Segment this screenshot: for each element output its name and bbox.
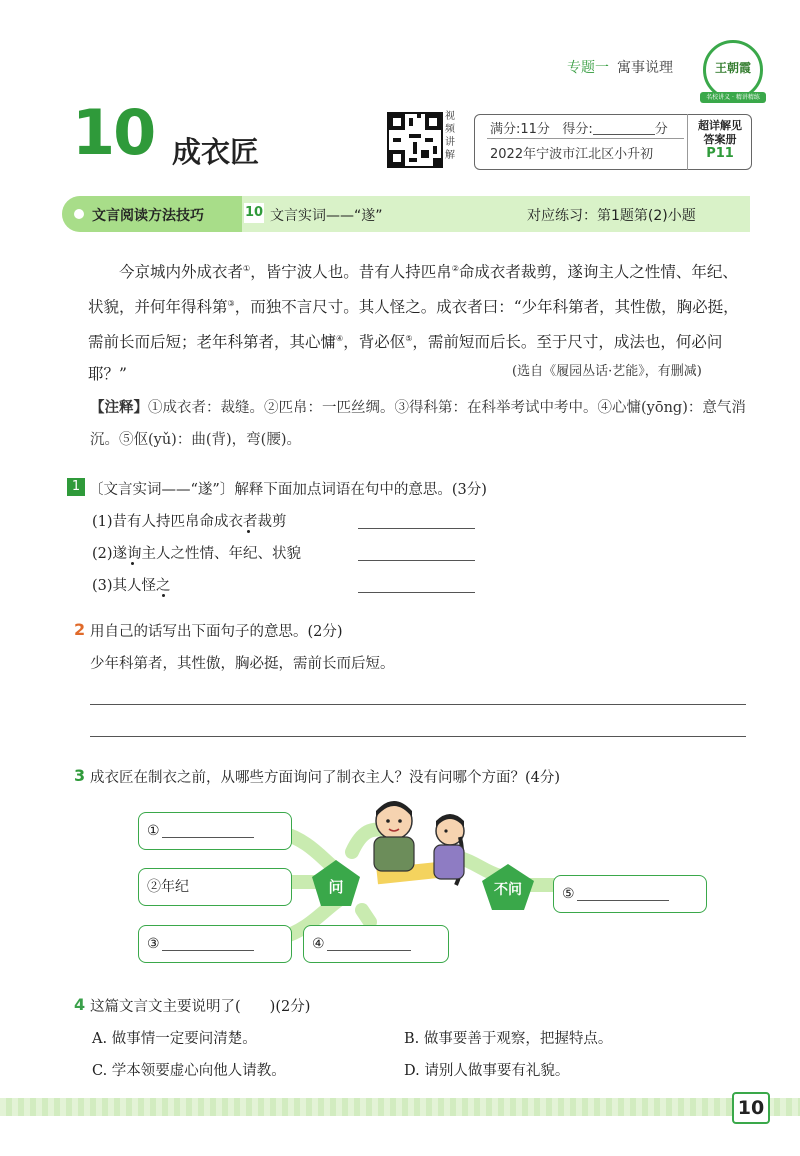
qr-label: 视频讲解 xyxy=(445,111,455,161)
q2-answer-line-1[interactable] xyxy=(90,704,746,705)
notes-text: ①成衣者：裁缝。②匹帛：一匹丝绸。③得科第：在科举考试中考中。④心慵(yōng)：意气消沉。⑤伛(yǔ)：曲(背)，弯(腰)。 xyxy=(90,400,746,448)
box-5-blank[interactable] xyxy=(577,886,669,901)
tailor-illustration xyxy=(352,793,477,893)
q3-text: 成衣匠在制衣之前，从哪些方面询问了制衣主人？没有问哪个方面？(4分) xyxy=(90,770,561,786)
q1-item-2: (2)遂询主人之性情、年纪、状貌 xyxy=(92,546,302,562)
score-unit: 分 xyxy=(654,122,668,137)
option-a[interactable]: A. 做事情一定要问清楚。 xyxy=(92,1031,257,1047)
q2-sentence: 少年科第者，其性傲，胸必挺，需前长而后短。 xyxy=(90,656,395,672)
q2-number: 2 xyxy=(74,620,86,639)
box-4-label: ④ xyxy=(312,936,325,952)
box-1-blank[interactable] xyxy=(162,823,254,838)
q1-item-1: (1)昔有人持匹帛命成衣者裁剪 xyxy=(92,514,287,530)
lesson-number: 10 xyxy=(72,96,155,169)
q1-number: 1 xyxy=(67,478,85,496)
answer-ref xyxy=(692,119,748,161)
q3-number: 3 xyxy=(74,766,86,785)
ask-label: 问 xyxy=(328,878,344,896)
topic-header xyxy=(567,57,673,77)
box-5-label: ⑤ xyxy=(562,886,575,902)
qr-code-icon[interactable] xyxy=(387,112,443,168)
box-3-label: ③ xyxy=(147,936,160,952)
bullet-icon xyxy=(74,209,84,219)
not-ask-label: 不问 xyxy=(494,882,522,898)
box-4-blank[interactable] xyxy=(327,936,411,951)
score-blank[interactable] xyxy=(593,122,655,135)
box-1-label: ① xyxy=(147,823,160,839)
exam-source: 2022年宁波市江北区小升初 xyxy=(490,147,654,162)
answer-box-4[interactable] xyxy=(303,925,449,963)
q2-answer-line-2[interactable] xyxy=(90,736,746,737)
q2-text: 用自己的话写出下面句子的意思。(2分) xyxy=(90,624,343,640)
full-score: 满分:11分 xyxy=(490,122,550,137)
topic-name: 寓事说理 xyxy=(617,60,673,76)
q1-item-3: (3)其人怪之 xyxy=(92,578,171,594)
score-label: 得分: xyxy=(562,122,593,137)
annotations xyxy=(90,392,750,456)
q4-number: 4 xyxy=(74,995,86,1014)
lesson-title: 成衣匠 xyxy=(172,135,260,169)
option-d[interactable]: D. 请别人做事要有礼貌。 xyxy=(404,1063,570,1079)
q1-answer-line-3[interactable] xyxy=(358,592,475,593)
classical-passage: 今京城内外成衣者①，皆宁波人也。昔有人持匹帛②命成衣者裁剪，遂询主人之性情、年纪、状貌，并何年得科第③，而独不言尺寸。其人怪之。成衣者曰：“少年科第者，其性傲，胸必挺，需前长而后短；老年科第者，其心慵④，背必伛⑤，需前短而后长。至于尺寸，成法也，何必问耶？” xyxy=(88,263,739,384)
notes-label: 【注释】 xyxy=(90,399,148,416)
logo-text: 王朝霞 xyxy=(714,61,751,75)
page-number: 10 xyxy=(732,1092,770,1124)
topic-label: 专题一 xyxy=(567,60,609,76)
answer-box-2[interactable] xyxy=(138,868,292,906)
q1-answer-line-1[interactable] xyxy=(358,528,475,529)
method-practice: 对应练习：第1题第(2)小题 xyxy=(527,208,696,224)
emphasis-dot xyxy=(131,562,134,565)
logo-subtitle: 名校讲义 · 精讲精练 xyxy=(700,92,766,103)
score-row xyxy=(490,118,668,137)
info-vertical-divider xyxy=(687,114,688,170)
q4-text: 这篇文言文主要说明了( )(2分) xyxy=(90,999,311,1015)
answer-box-5[interactable] xyxy=(553,875,707,913)
box-3-blank[interactable] xyxy=(162,936,254,951)
footer-band xyxy=(0,1098,800,1116)
emphasis-dot xyxy=(247,530,250,533)
method-number: 10 xyxy=(244,203,264,223)
answer-box-3[interactable] xyxy=(138,925,292,963)
passage-source: (选自《履园丛话·艺能》，有删减) xyxy=(512,364,702,379)
option-c[interactable]: C. 学本领要虚心向他人请教。 xyxy=(92,1063,286,1079)
q1-answer-line-2[interactable] xyxy=(358,560,475,561)
answer-box-1[interactable] xyxy=(138,812,292,850)
emphasis-dot xyxy=(162,594,165,597)
method-subtitle: 文言实词——“遂” xyxy=(270,208,383,224)
answer-ref-page: P11 xyxy=(706,146,734,161)
box-2-label: ②年纪 xyxy=(147,879,189,895)
q1-text: 〔文言实词——“遂”〕解释下面加点词语在句中的意思。(3分) xyxy=(89,482,487,498)
info-divider xyxy=(487,138,684,139)
method-title: 文言阅读方法技巧 xyxy=(92,208,204,224)
answer-ref-line1: 超详解见 xyxy=(698,119,742,132)
answer-ref-line2: 答案册 xyxy=(703,133,737,146)
option-b[interactable]: B. 做事要善于观察，把握特点。 xyxy=(404,1031,613,1047)
brand-logo xyxy=(703,40,763,100)
